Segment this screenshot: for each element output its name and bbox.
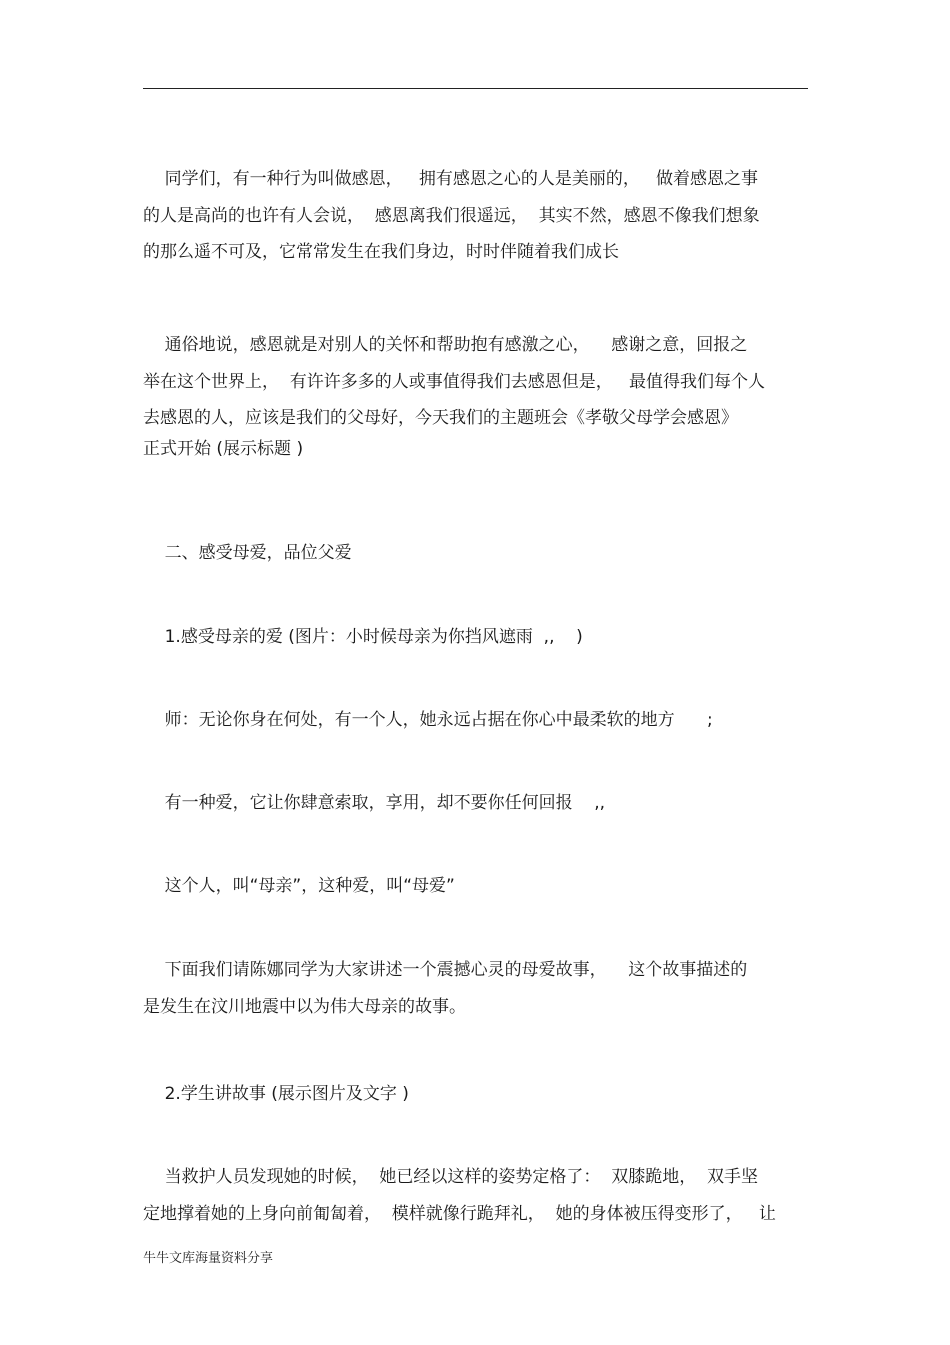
subsection-heading: 1.感受母亲的爱 (图片：小时候母亲为你挡风遮雨 ,, ) bbox=[143, 627, 583, 647]
text-line: 同学们，有一种行为叫做感恩， 拥有感恩之心的人是美丽的， 做着感恩之事 bbox=[143, 169, 759, 189]
text-line: 举在这个世界上， 有许许多多的人或事值得我们去感恩但是， 最值得我们每个人 bbox=[143, 371, 766, 392]
footer-text: 牛牛文库海量资料分享 bbox=[143, 1251, 274, 1266]
text-line: 是发生在汶川地震中以为伟大母亲的故事。 bbox=[143, 996, 466, 1017]
text-line: 的那么遥不可及，它常常发生在我们身边，时时伴随着我们成长 bbox=[143, 242, 619, 262]
section-heading: 二、感受母爱，品位父爱 bbox=[143, 543, 352, 563]
text-line: 师：无论你身在何处，有一个人，她永远占据在你心中最柔软的地方 ; bbox=[143, 710, 713, 730]
paragraph-intro bbox=[143, 161, 811, 271]
text-line: 这个人，叫“母亲”，这种爱，叫“母爱” bbox=[143, 876, 455, 896]
paragraph-story bbox=[143, 1159, 811, 1232]
paragraph-gratitude bbox=[143, 327, 811, 461]
subsection-heading: 2.学生讲故事 (展示图片及文字 ) bbox=[143, 1084, 409, 1104]
text-line: 正式开始 (展示标题 ) bbox=[143, 438, 304, 459]
header-rule bbox=[143, 88, 808, 89]
text-line: 通俗地说，感恩就是对别人的关怀和帮助抱有感激之心， 感谢之意，回报之 bbox=[143, 335, 748, 355]
text-line: 去感恩的人，应该是我们的父母好，今天我们的主题班会《孝敬父母学会感恩》 bbox=[143, 408, 738, 428]
text-line: 当救护人员发现她的时候， 她已经以这样的姿势定格了： 双膝跪地， 双手坚 bbox=[143, 1167, 759, 1187]
text-line: 有一种爱，它让你肆意索取，享用，却不要你任何回报 ,, bbox=[143, 793, 606, 813]
text-line: 的人是高尚的也许有人会说， 感恩离我们很遥远， 其实不然，感恩不像我们想象 bbox=[143, 205, 760, 226]
paragraph-story-intro bbox=[143, 952, 811, 1025]
text-line: 定地撑着她的上身向前匍匐着， 模样就像行跪拜礼， 她的身体被压得变形了， 让 bbox=[143, 1203, 776, 1224]
text-line: 下面我们请陈娜同学为大家讲述一个震撼心灵的母爱故事， 这个故事描述的 bbox=[143, 960, 748, 980]
